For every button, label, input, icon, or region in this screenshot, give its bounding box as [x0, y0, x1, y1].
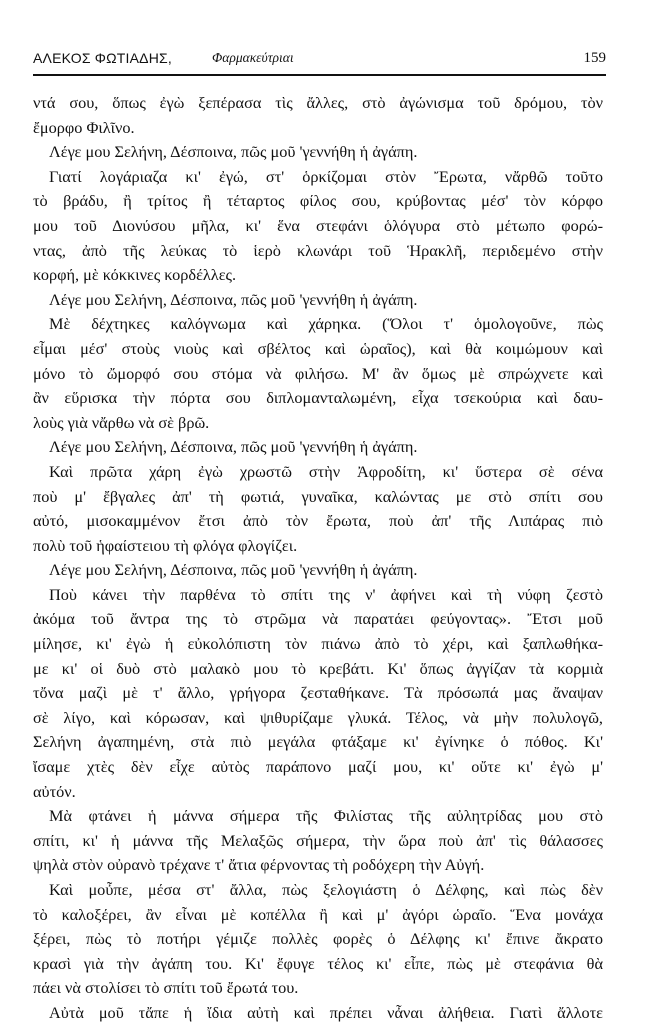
text-line: Αὐτὰ μοῦ τἄπε ἡ ἴδια αὐτὴ καὶ πρέπει νἆναι ἀλήθεια. Γιατὶ ἄλλοτε: [49, 1002, 603, 1022]
text-line: εἶμαι μέσ' στοὺς νιοὺς καὶ σβέλτος καὶ ὡραῖος), καὶ θὰ κοιμώμουν καὶ: [33, 338, 603, 358]
text-line: τὸ βράδυ, ἢ τρίτος ἢ τέταρτος φίλος σου, κρύβοντας μέσ' τὸν κόρφο: [33, 191, 603, 211]
text-line: αὐτό, μισοκαμμένον ἔτσι ἀπὸ τὸν ἔρωτα, ποὺ ἀπ' τῆς Λιπάρας πιὸ: [33, 511, 603, 531]
text-line: μίλησε, κι' ἐγὼ ἡ εὐκολόπιστη τὸν πιάνω ἀπὸ τὸ χέρι, καὶ ξαπλωθήκα-: [33, 634, 603, 654]
running-head: [33, 50, 606, 72]
text-line: Γιατί λογάριαζα κι' ἐγώ, στ' ὁρκίζομαι στὸν Ἔρωτα, νἄρθῶ τοῦτο: [49, 166, 603, 186]
text-line: Λέγε μου Σελήνη, Δέσποινα, πῶς μοῦ 'γεννήθη ἡ ἀγάπη.: [49, 560, 418, 580]
text-line: τὸ καλοξέρει, ἂν εἶναι μὲ κοπέλλα ἢ καὶ μ' ἀγόρι ὡραῖο. Ἕνα μονάχα: [33, 904, 603, 924]
text-line: Καὶ μοὖπε, μέσα στ' ἄλλα, πὼς ξελογιάστη ὁ Δέλφης, καὶ πὼς δὲν: [49, 880, 603, 899]
text-line: ντά σου, ὅπως ἐγὼ ξεπέρασα τὶς ἄλλες, στὸ ἀγώνισμα τοῦ δρόμου, τὸν: [33, 93, 603, 112]
text-line: πάει νὰ στολίσει τὸ σπίτι τοῦ ἔρωτά του.: [33, 978, 299, 998]
work-title: Φαρμακεύτριαι: [212, 50, 294, 65]
text-line: Σελήνη ἀγαπημένη, στὰ πιὸ μεγάλα φτάξαμε κι' ἐγίνηκε ὁ πόθος. Κι': [33, 732, 603, 752]
text-line: σὲ λίγο, καὶ κόρωσαν, καὶ ψιθυρίζαμε γλυκά. Τέλος, νὰ μὴν πολυλογῶ,: [33, 707, 603, 727]
text-line: αὐτόν.: [33, 781, 76, 801]
text-line: με κι' οἱ δυὸ στὸ μαλακὸ μου τὸ κρεβάτι. Κι' ὅπως ἀγγίζαν τὰ κορμιὰ: [33, 658, 603, 678]
text-line: ἀκόμα τοῦ ἄντρα της τὸ στρῶμα νὰ παρατάει φεύγοντας». Ἔτσι μοῦ: [33, 609, 603, 629]
text-line: Λέγε μου Σελήνη, Δέσποινα, πῶς μοῦ 'γεννήθη ἡ ἀγάπη.: [49, 437, 418, 457]
text-line: τὄνα μαζὶ μὲ τ' ἄλλο, γρήγορα ζεσταθήκανε. Τὰ πρόσωπά μας ἄναψαν: [33, 683, 603, 703]
text-line: πολὺ τοῦ ἡφαίστειου τὴ φλόγα φλογίζει.: [33, 535, 298, 555]
text-line: Ποὺ κάνει τὴν παρθένα τὸ σπίτι της ν' ἀφήνει καὶ τὴ νύφη ζεστὸ: [49, 584, 603, 604]
author-name: ΑΛΕΚΟΣ ΦΩΤΙΑΔΗΣ,: [33, 50, 172, 66]
text-line: ντας, ἀπὸ τῆς λεύκας τὸ ἱερὸ κλωνάρι τοῦ Ἡρακλῆ, περιδεμένο στὴν: [33, 240, 603, 260]
text-line: Μὲ δέχτηκες καλόγνωμα καὶ χάρηκα. (Ὅλοι τ' ὁμολογοῦνε, πὼς: [49, 314, 603, 334]
text-line: Μὰ φτάνει ἡ μάννα σήμερα τῆς Φιλίστας τῆς αὐλητρίδας μου στὸ: [49, 806, 603, 826]
header-rule: [33, 74, 606, 76]
text-line: μόνο τὸ ὤμορφό σου στόμα νὰ φιλήσω. Μ' ἂν ὅμως μὲ σπρώχνετε καὶ: [33, 363, 603, 383]
page-number: 159: [583, 50, 606, 66]
text-line: μου τοῦ Διονύσου μῆλα, κι' ἕνα στεφάνι ὁλόγυρα στὸ μέτωπο φορώ-: [33, 215, 603, 235]
text-line: λοὺς γιὰ νἄρθω νὰ σὲ βρῶ.: [33, 412, 210, 432]
text-line: σπίτι, κι' ἡ μάννα τῆς Μελαξῶς σήμερα, τὴν ὥρα ποὺ ἀπ' τὶς θάλασσες: [33, 830, 603, 850]
text-line: ξέρει, πὼς τὸ ποτήρι γέμιζε πολλὲς φορὲς ὁ Δέλφης κι' ἔπινε ἄκρατο: [33, 929, 603, 949]
body-text: [33, 91, 603, 1026]
text-line: Καὶ πρῶτα χάρη ἐγὼ χρωστῶ στὴν Ἀφροδίτη, κι' ὕστερα σὲ σένα: [49, 461, 603, 481]
text-line: Λέγε μου Σελήνη, Δέσποινα, πῶς μοῦ 'γεννήθη ἡ ἀγάπη.: [49, 289, 418, 309]
text-line: Λέγε μου Σελήνη, Δέσποινα, πῶς μοῦ 'γεννήθη ἡ ἀγάπη.: [49, 142, 418, 162]
text-line: κορφή, μὲ κόκκινες κορδέλλες.: [33, 265, 237, 285]
text-line: ἴσαμε χτὲς δὲν εἶχε αὐτὸς παράπονο μαζί μου, κι' οὔτε κι' ἐγὼ μ': [33, 757, 603, 777]
text-line: ψηλὰ στὸν οὐρανὸ τρέχανε τ' ἄτια φέρνοντας τὴ ροδόχερη τὴν Αὐγή.: [33, 855, 485, 875]
text-line: ποὺ μ' ἔβγαλες ἀπ' τὴ φωτιά, γυναῖκα, καλώντας με στὸ σπίτι σου: [33, 486, 603, 506]
text-line: ἔμορφο Φιλῖνο.: [33, 117, 135, 137]
text-line: κρασὶ γιὰ τὴν ἀγάπη του. Κι' ἔφυγε τέλος κι' εἶπε, πὼς μὲ στεφάνια θὰ: [33, 953, 603, 973]
text-line: ἂν εὕρισκα τὴν πόρτα σου διπλομανταλωμένη, εἶχα τσεκούρια καὶ δαυ-: [33, 388, 603, 408]
